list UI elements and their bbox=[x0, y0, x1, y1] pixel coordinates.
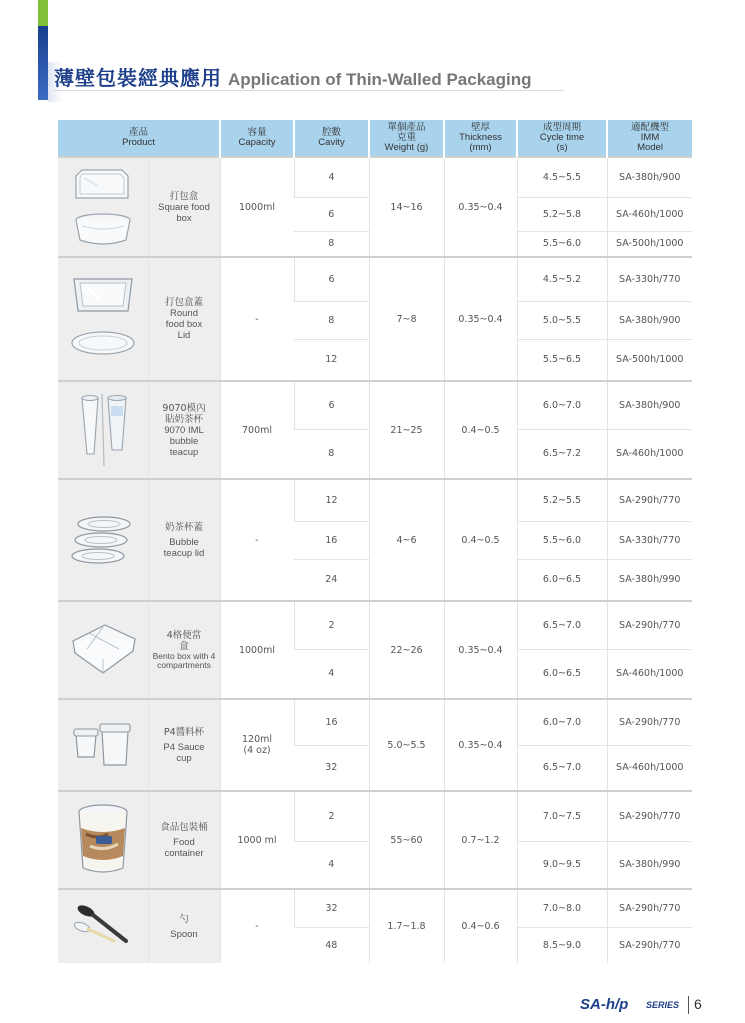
cavity-cell: 6 bbox=[294, 197, 369, 231]
cycle-cell: 6.0~6.5 bbox=[517, 559, 607, 601]
table-row bbox=[58, 699, 692, 745]
cycle-cell: 7.0~8.0 bbox=[517, 889, 607, 927]
imm-cell: SA-380h/900 bbox=[607, 381, 692, 429]
capacity-cell: 120ml (4 oz) bbox=[220, 699, 294, 791]
thickness-cell: 0.35~0.4 bbox=[444, 699, 517, 791]
cavity-cell: 6 bbox=[294, 257, 369, 301]
cycle-cell: 6.0~7.0 bbox=[517, 699, 607, 745]
weight-cell: 22~26 bbox=[369, 601, 444, 699]
thickness-cell: 0.35~0.4 bbox=[444, 601, 517, 699]
cavity-cell: 48 bbox=[294, 927, 369, 963]
product-image-iml-teacup bbox=[58, 381, 148, 479]
cycle-cell: 4.5~5.2 bbox=[517, 257, 607, 301]
cycle-cell: 5.0~5.5 bbox=[517, 301, 607, 339]
thickness-cell: 0.35~0.4 bbox=[444, 257, 517, 381]
cavity-cell: 24 bbox=[294, 559, 369, 601]
spec-table bbox=[58, 120, 692, 963]
cavity-cell: 8 bbox=[294, 429, 369, 479]
cavity-cell: 8 bbox=[294, 231, 369, 257]
weight-cell: 4~6 bbox=[369, 479, 444, 601]
cycle-cell: 5.5~6.0 bbox=[517, 231, 607, 257]
table-row bbox=[58, 381, 692, 429]
cavity-cell: 4 bbox=[294, 841, 369, 889]
page-number: 6 bbox=[694, 996, 702, 1012]
imm-cell: SA-330h/770 bbox=[607, 521, 692, 559]
header-cavity: 腔數 Cavity bbox=[294, 120, 369, 157]
cavity-cell: 4 bbox=[294, 157, 369, 197]
capacity-cell: 1000ml bbox=[220, 157, 294, 257]
imm-cell: SA-380h/900 bbox=[607, 157, 692, 197]
page-title bbox=[54, 62, 532, 91]
cavity-cell: 16 bbox=[294, 521, 369, 559]
product-name-sauce-cup: P4醬料杯 P4 Sauce cup bbox=[148, 699, 220, 791]
table-header-row bbox=[58, 120, 692, 157]
product-name-bento-box: 4格便當盒 Bento box with 4 compartments bbox=[148, 601, 220, 699]
product-name-square-food-box: 打包盒 Square food box bbox=[148, 157, 220, 257]
square-food-box-icon bbox=[68, 164, 138, 250]
table-row bbox=[58, 257, 692, 301]
product-name-teacup-lid: 奶茶杯蓋 Bubble teacup lid bbox=[148, 479, 220, 601]
imm-cell: SA-290h/770 bbox=[607, 791, 692, 841]
accent-bar-blue bbox=[38, 26, 48, 100]
table-row bbox=[58, 157, 692, 197]
product-image-food-box-lid bbox=[58, 257, 148, 381]
cycle-cell: 8.5~9.0 bbox=[517, 927, 607, 963]
weight-cell: 21~25 bbox=[369, 381, 444, 479]
thickness-cell: 0.4~0.5 bbox=[444, 479, 517, 601]
imm-cell: SA-380h/990 bbox=[607, 559, 692, 601]
cavity-cell: 12 bbox=[294, 339, 369, 381]
cycle-cell: 6.0~7.0 bbox=[517, 381, 607, 429]
cavity-cell: 8 bbox=[294, 301, 369, 339]
imm-cell: SA-290h/770 bbox=[607, 889, 692, 927]
cavity-cell: 2 bbox=[294, 601, 369, 649]
imm-cell: SA-460h/1000 bbox=[607, 745, 692, 791]
footer bbox=[570, 994, 710, 1018]
thickness-cell: 0.4~0.6 bbox=[444, 889, 517, 963]
header-capacity: 容量 Capacity bbox=[220, 120, 294, 157]
title-divider bbox=[54, 90, 564, 91]
imm-cell: SA-460h/1000 bbox=[607, 429, 692, 479]
iml-teacup-icon bbox=[68, 390, 138, 470]
bento-box-icon bbox=[65, 619, 141, 681]
header-imm: 適配機型 IMM Model bbox=[607, 120, 692, 157]
imm-cell: SA-290h/770 bbox=[607, 601, 692, 649]
cycle-cell: 6.0~6.5 bbox=[517, 649, 607, 699]
product-image-spoon bbox=[58, 889, 148, 963]
cycle-cell: 5.5~6.0 bbox=[517, 521, 607, 559]
cavity-cell: 12 bbox=[294, 479, 369, 521]
product-name-food-box-lid: 打包盒蓋 Round food box Lid bbox=[148, 257, 220, 381]
header-weight: 單個產品克重 Weight (g) bbox=[369, 120, 444, 157]
cycle-cell: 7.0~7.5 bbox=[517, 791, 607, 841]
thickness-cell: 0.35~0.4 bbox=[444, 157, 517, 257]
cavity-cell: 32 bbox=[294, 745, 369, 791]
product-name-food-container: 食品包裝桶 Food container bbox=[148, 791, 220, 889]
imm-cell: SA-290h/770 bbox=[607, 699, 692, 745]
imm-cell: SA-330h/770 bbox=[607, 257, 692, 301]
imm-cell: SA-460h/1000 bbox=[607, 649, 692, 699]
capacity-cell: - bbox=[220, 257, 294, 381]
product-name-spoon: 勺 Spoon bbox=[148, 889, 220, 963]
brand-logo: SA-h/p bbox=[580, 996, 629, 1013]
product-image-food-container bbox=[58, 791, 148, 889]
food-box-lid-icon bbox=[68, 271, 138, 367]
header-thickness: 壁厚 Thickness (mm) bbox=[444, 120, 517, 157]
teacup-lid-icon bbox=[68, 510, 138, 570]
header-product: 產品 Product bbox=[58, 120, 220, 157]
product-image-bento-box bbox=[58, 601, 148, 699]
table-row bbox=[58, 791, 692, 841]
imm-cell: SA-500h/1000 bbox=[607, 231, 692, 257]
cavity-cell: 6 bbox=[294, 381, 369, 429]
cycle-cell: 4.5~5.5 bbox=[517, 157, 607, 197]
weight-cell: 7~8 bbox=[369, 257, 444, 381]
cavity-cell: 2 bbox=[294, 791, 369, 841]
cycle-cell: 9.0~9.5 bbox=[517, 841, 607, 889]
thickness-cell: 0.7~1.2 bbox=[444, 791, 517, 889]
cycle-cell: 5.2~5.5 bbox=[517, 479, 607, 521]
cavity-cell: 16 bbox=[294, 699, 369, 745]
sauce-cup-icon bbox=[68, 715, 138, 775]
weight-cell: 14~16 bbox=[369, 157, 444, 257]
imm-cell: SA-290h/770 bbox=[607, 479, 692, 521]
food-container-icon bbox=[68, 798, 138, 882]
cycle-cell: 5.5~6.5 bbox=[517, 339, 607, 381]
cycle-cell: 6.5~7.0 bbox=[517, 745, 607, 791]
weight-cell: 1.7~1.8 bbox=[369, 889, 444, 963]
imm-cell: SA-500h/1000 bbox=[607, 339, 692, 381]
table-row bbox=[58, 479, 692, 521]
weight-cell: 55~60 bbox=[369, 791, 444, 889]
capacity-cell: 1000ml bbox=[220, 601, 294, 699]
product-name-iml-teacup: 9070模內貼奶茶杯 9070 IML bubble teacup bbox=[148, 381, 220, 479]
header-cycle: 成型周期 Cycle time (s) bbox=[517, 120, 607, 157]
imm-cell: SA-380h/900 bbox=[607, 301, 692, 339]
imm-cell: SA-290h/770 bbox=[607, 927, 692, 963]
cavity-cell: 32 bbox=[294, 889, 369, 927]
page-title-en: Application of Thin-Walled Packaging bbox=[228, 70, 532, 89]
thickness-cell: 0.4~0.5 bbox=[444, 381, 517, 479]
capacity-cell: 1000 ml bbox=[220, 791, 294, 889]
page-divider bbox=[688, 996, 689, 1014]
table-row bbox=[58, 601, 692, 649]
cycle-cell: 6.5~7.0 bbox=[517, 601, 607, 649]
product-image-teacup-lid bbox=[58, 479, 148, 601]
imm-cell: SA-380h/990 bbox=[607, 841, 692, 889]
capacity-cell: - bbox=[220, 889, 294, 963]
capacity-cell: 700ml bbox=[220, 381, 294, 479]
page-title-zh: 薄壁包裝經典應用 bbox=[54, 66, 222, 90]
product-image-sauce-cup bbox=[58, 699, 148, 791]
capacity-cell: - bbox=[220, 479, 294, 601]
cycle-cell: 6.5~7.2 bbox=[517, 429, 607, 479]
weight-cell: 5.0~5.5 bbox=[369, 699, 444, 791]
series-label: SERIES bbox=[646, 1000, 680, 1010]
cycle-cell: 5.2~5.8 bbox=[517, 197, 607, 231]
spoon-icon bbox=[68, 897, 138, 957]
accent-bar-green bbox=[38, 0, 48, 26]
table-row bbox=[58, 889, 692, 927]
cavity-cell: 4 bbox=[294, 649, 369, 699]
imm-cell: SA-460h/1000 bbox=[607, 197, 692, 231]
product-image-square-food-box bbox=[58, 157, 148, 257]
